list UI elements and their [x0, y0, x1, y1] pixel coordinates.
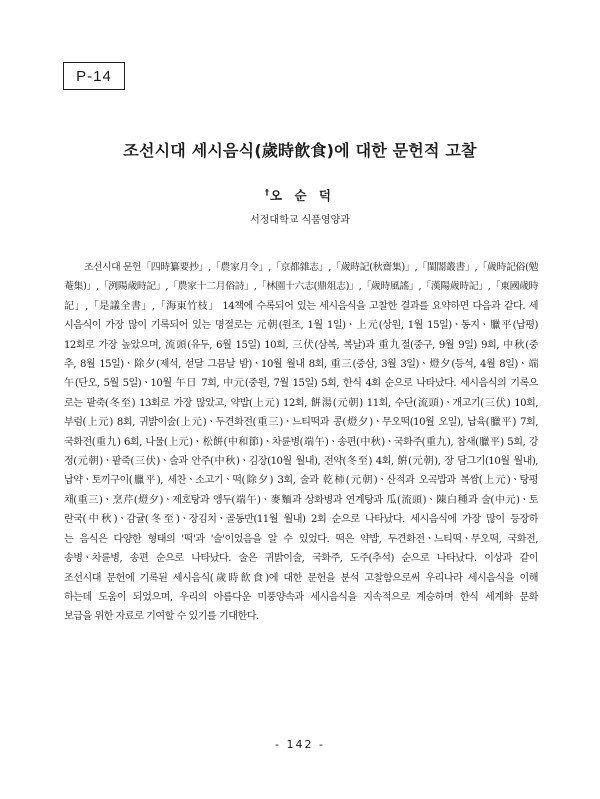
page-number: - 142 - [275, 738, 325, 751]
abstract-line: 납약ㆍ토끼구이(臘平), 세찬ㆍ소고기ㆍ떡(除夕) 3회, 술과 乾柿(元朝)ㆍ산적과 오곡밥과 복쌈(上元)ㆍ탕평 [64, 475, 538, 487]
abstract-line: 午(단오, 5월 5일)ㆍ10월 午日 7회, 中元(중원, 7월 15일) 5회, 한식 4회 순으로 나타났다. 세시음식의 기록으 [64, 378, 538, 390]
abstract-line: 菴集)」,「洌陽歲時記」,「農家十二月俗詩」,「林園十六志(鼎俎志)」,「歲時風謠」,「漢陽歲時記」,「東國歲時 [64, 281, 538, 293]
abstract-line: 조선시대 문헌「四時纂要抄」,「農家月令」,「京都雜志」,「歲時記(秋齋集)」,「閨閤叢書」,「歲時記俗(勉 [84, 262, 538, 273]
paper-title: 조선시대 세시음식(歲時飮食)에 대한 문헌적 고찰 [123, 141, 477, 160]
abstract-line: 부럼(上元) 8회, 귀밝이술(上元)ㆍ두견화전(重三)ㆍ느티떡과 콩(燈夕)ㆍ무오떡(10월 오일), 납육(臘平) 7회, [64, 417, 538, 429]
abstract-line: 12회로 가장 높았으며, 流頭(유두, 6월 15일) 10회, 三伏(삼복, 복날)과 重九절(중구, 9월 9일) 9회, 中秋(중 [64, 339, 538, 351]
abstract-line: 보급을 위한 자료로 기여할 수 있기를 기대한다. [64, 611, 259, 623]
author-name: 오 순 덕 [270, 188, 335, 203]
abstract-line: 조선시대 문헌에 기록된 세시음식(歲時飮食)에 대한 문헌을 분석 고찰함으로써 우리나라 세시음식을 이해 [64, 572, 538, 584]
abstract-line: 정(元朝)ㆍ팥죽(三伏)ㆍ술과 안주(中秋)ㆍ김장(10월 월내), 전약(冬至) 4회, 餠(元朝), 장 담그기(10월 월내), [64, 456, 538, 468]
abstract-line: 하는데 도움이 되었으며, 우리의 아름다운 미풍양속과 세시음식을 지속적으로 계승하며 한식 세계화 문화 [64, 591, 538, 603]
abstract-line: 로는 팥죽(冬至) 13회로 가장 많았고, 약밥(上元) 12회, 餠湯(元朝) 11회, 수단(流頭)ㆍ개고기(三伏) 10회, [64, 397, 538, 409]
abstract-line: 시음식이 가장 많이 기록되어 있는 명절로는 元朝(원조, 1월 1일)ㆍ上元(상원, 1월 15일)ㆍ동지ㆍ臘平(납평) [64, 320, 538, 332]
abstract-line: 채(重三)ㆍ烹芹(燈夕)ㆍ제호탕과 앵두(端午)ㆍ麥麵과 상화병과 연계탕과 瓜(流頭)ㆍ陳白種과 술(中元)ㆍ토 [64, 494, 538, 506]
abstract-line: 는 음식은 다양한 형태의 '떡'과 '술'이었음을 알 수 있었다. 떡은 약밥, 두견화전ㆍ느티떡ㆍ무오떡, 국화전, [64, 533, 538, 545]
abstract-line: 송병ㆍ차륜병, 송편 순으로 나타났다. 술은 귀밝이술, 국화주, 도주(추석) 순으로 나타났다. 이상과 같이 [64, 553, 538, 565]
abstract-line: 記」,「是議全書」,「海東竹枝」 14책에 수록되어 있는 세시음식을 고찰한 결과를 요약하면 다음과 같다. 세 [64, 300, 538, 312]
abstract-line: 추, 8월 15일)ㆍ除夕(제석, 섣달 그믐날 밤)ㆍ10월 월내 8회, 重三(중삼, 3월 3일)ㆍ燈夕(등석, 4월 8일)ㆍ端 [64, 359, 538, 371]
corresponding-author-mark: † [265, 187, 270, 197]
abstract-line: 국화전(重九) 6회, 나물(上元)ㆍ松餠(中和節)ㆍ차륜병(端午)ㆍ송편(中秋)ㆍ국화주(重九), 참새(臘平) 5회, 강 [64, 436, 538, 448]
author [0, 186, 600, 204]
abstract-line: 란국(中秋)ㆍ감귤(冬至)ㆍ장김치ㆍ골동반(11월 월내) 2회 순으로 나타났다. 세시음식에 가장 많이 등장하 [64, 514, 538, 526]
author-affiliation: 서정대학교 식품영양과 [250, 215, 350, 226]
abstract-body [64, 258, 538, 627]
poster-id-badge: P-14 [63, 62, 125, 90]
